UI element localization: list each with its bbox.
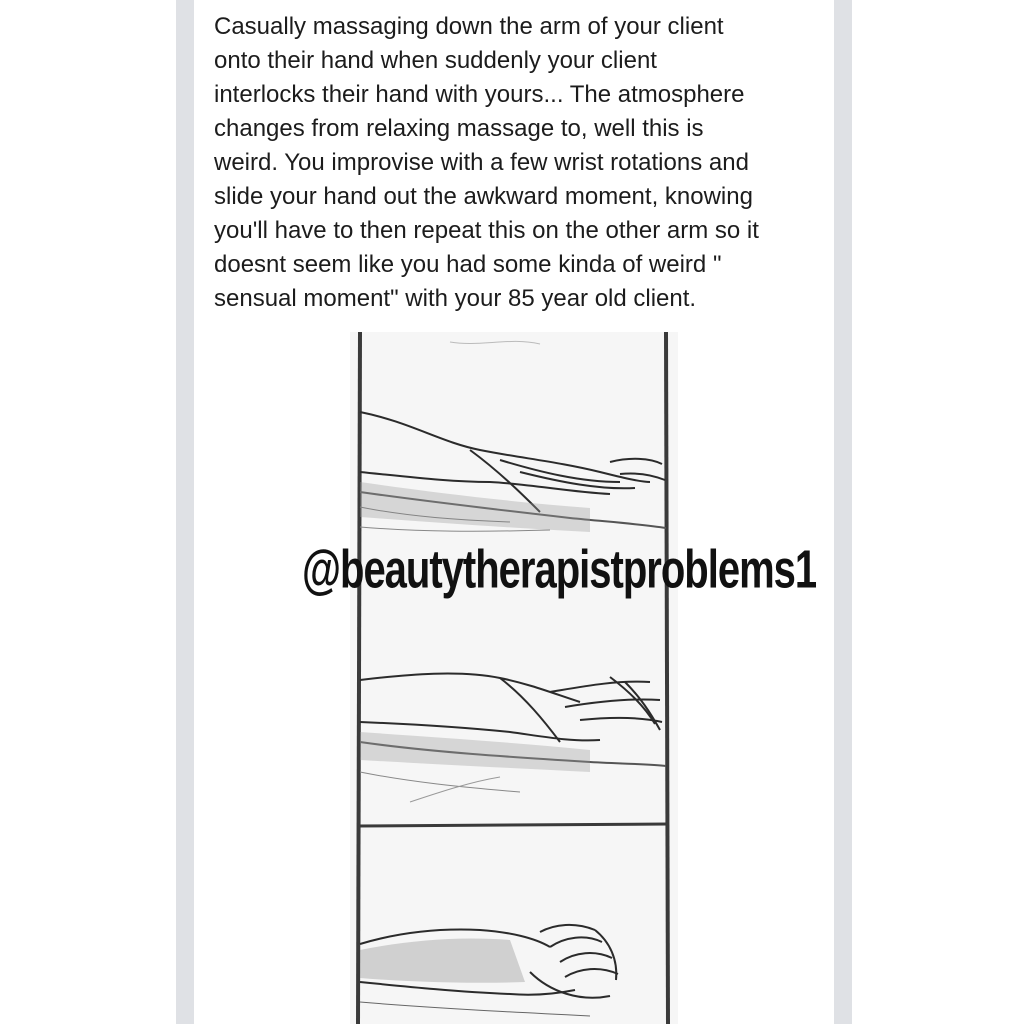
- panel-borders: [358, 332, 668, 1024]
- shading-panel-3: [360, 938, 525, 982]
- comic-illustration: [350, 332, 678, 1024]
- post-text: Casually massaging down the arm of your client onto their hand when suddenly your client interlocks their hand with yours... The atmosphere changes from relaxing massage to, well this is weird. You improvise with a few wrist rotations and slide your hand out the awkward moment, knowing you'll have to then repeat this on the other arm so it doesnt seem like you had some kinda of weird " sensual moment" with your 85 year old client.: [214, 13, 759, 312]
- left-margin-bar: [176, 0, 194, 1024]
- comic-strip: [350, 332, 678, 1024]
- right-margin-bar: [834, 0, 852, 1024]
- post-card: [194, 0, 834, 1024]
- watermark-handle: @beautytherapistproblems1: [302, 540, 817, 600]
